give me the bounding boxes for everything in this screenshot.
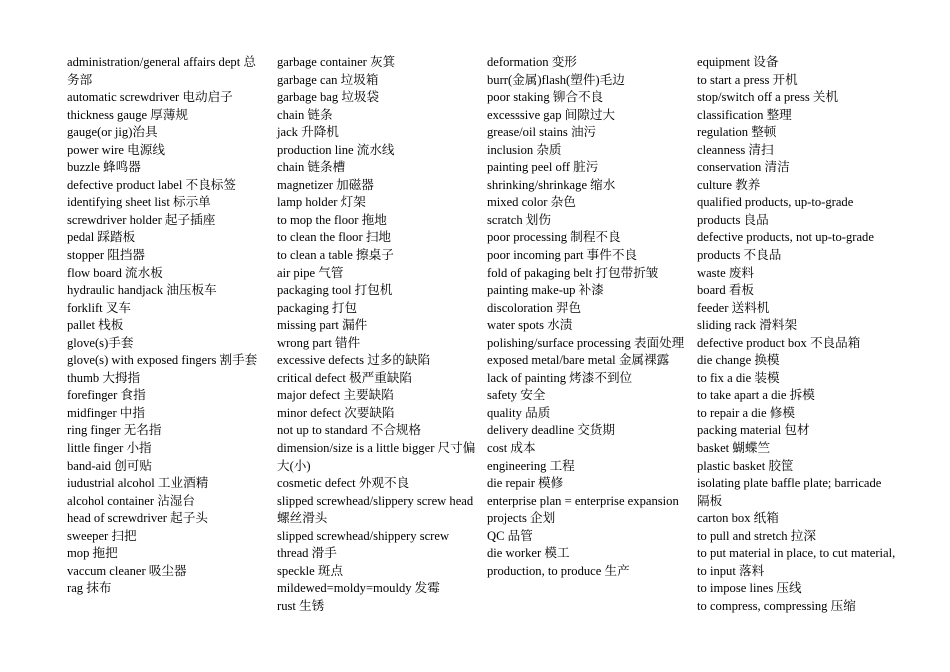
glossary-entry: QC 品管 xyxy=(487,528,533,543)
glossary-entry: jack 升降机 xyxy=(277,125,339,140)
glossary-entry: discoloration 羿色 xyxy=(487,300,582,315)
glossary-entry: ring finger 无名指 xyxy=(67,423,162,438)
glossary-entry: engineering 工程 xyxy=(487,458,575,473)
glossary-entry: polishing/surface processing 表面处理 xyxy=(487,335,685,350)
glossary-column-4 xyxy=(697,54,897,616)
glossary-entry: cost 成本 xyxy=(487,441,536,456)
glossary-entry: forklift 叉车 xyxy=(67,300,132,315)
glossary-entry: packaging 打包 xyxy=(277,300,358,315)
glossary-entry: buzzle 蜂鸣器 xyxy=(67,160,141,175)
glossary-entry: cosmetic defect 外观不良 xyxy=(277,476,410,491)
glossary-entry: magnetizer 加磁器 xyxy=(277,177,374,192)
glossary-entry: culture 教养 xyxy=(697,177,761,192)
glossary-entry: slipped screwhead/slippery screw head 螺丝滑头 xyxy=(277,493,474,526)
glossary-entry: to start a press 开机 xyxy=(697,72,798,87)
glossary-entry: classification 整理 xyxy=(697,107,792,122)
glossary-entry: to clean a table 擦桌子 xyxy=(277,248,394,263)
glossary-entry: power wire 电源线 xyxy=(67,142,165,157)
glossary-entry: die worker 模工 xyxy=(487,546,570,561)
glossary-entry: isolating plate baffle plate; barricade 隔板 xyxy=(697,476,882,508)
glossary-entry: alcohol container 沾湿台 xyxy=(67,493,195,508)
glossary-entry: lamp holder 灯架 xyxy=(277,195,366,210)
glossary-entry: scratch 划伤 xyxy=(487,212,551,227)
glossary-entry: to take apart a die 拆模 xyxy=(697,388,815,403)
glossary-entry: midfinger 中指 xyxy=(67,405,145,420)
glossary-entry: basket 蝴蝶竺 xyxy=(697,441,771,456)
glossary-entry: excessive defects 过多的缺陷 xyxy=(277,353,431,368)
glossary-entry: enterprise plan = enterprise expansion projects 企划 xyxy=(487,493,679,526)
glossary-entry: critical defect 极严重缺陷 xyxy=(277,370,412,385)
glossary-entry: poor processing 制程不良 xyxy=(487,230,621,245)
glossary-entry: rag 抹布 xyxy=(67,581,112,596)
glossary-entry: safety 安全 xyxy=(487,388,546,403)
glossary-entry: hydraulic handjack 油压板车 xyxy=(67,283,217,298)
glossary-entry: administration/general affairs dept 总务部 xyxy=(67,55,256,87)
glossary-entry: equipment 设备 xyxy=(697,55,779,69)
glossary-entry: missing part 漏件 xyxy=(277,318,368,333)
glossary-entry: automatic screwdriver 电动启子 xyxy=(67,90,233,105)
glossary-entry: glove(s) with exposed fingers 割手套 xyxy=(67,353,258,368)
glossary-entry: flow board 流水板 xyxy=(67,265,163,280)
glossary-entry: pedal 踩踏板 xyxy=(67,230,136,245)
glossary-entry: wrong part 错件 xyxy=(277,335,361,350)
glossary-entry: sweeper 扫把 xyxy=(67,528,137,543)
glossary-entry: feeder 送料机 xyxy=(697,300,770,315)
glossary-entry: shrinking/shrinkage 缩水 xyxy=(487,177,616,192)
glossary-entry: stopper 阻挡器 xyxy=(67,248,146,263)
glossary-entry: defective product label 不良标签 xyxy=(67,177,236,192)
glossary-entry: fold of pakaging belt 打包带折皱 xyxy=(487,265,659,280)
glossary-entry: die repair 模修 xyxy=(487,476,564,491)
glossary-entry: garbage can 垃圾箱 xyxy=(277,72,379,87)
glossary-entry: qualified products, up-to-grade products 良品 xyxy=(697,195,854,227)
glossary-entry: to mop the floor 拖地 xyxy=(277,212,387,227)
glossary-entry: screwdriver holder 起子插座 xyxy=(67,212,216,227)
glossary-entry: to pull and stretch 拉深 xyxy=(697,528,816,543)
glossary-entry: iudustrial alcohol 工业酒精 xyxy=(67,476,209,491)
glossary-entry: painting peel off 脏污 xyxy=(487,160,599,175)
glossary-entry: cleanness 清扫 xyxy=(697,142,774,157)
glossary-entry: head of screwdriver 起子头 xyxy=(67,511,208,526)
glossary-entry: to repair a die 修模 xyxy=(697,405,795,420)
glossary-entry: grease/oil stains 油污 xyxy=(487,125,597,140)
glossary-entry: rust 生锈 xyxy=(277,598,325,613)
glossary-entry: water spots 水渍 xyxy=(487,318,573,333)
glossary-entry: to compress, compressing 压缩 xyxy=(697,598,856,613)
glossary-entry: band-aid 创可贴 xyxy=(67,458,152,473)
glossary-entry: defective product box 不良品箱 xyxy=(697,335,861,350)
glossary-entry: sliding rack 滑料架 xyxy=(697,318,798,333)
glossary-entry: poor staking 铆合不良 xyxy=(487,90,604,105)
glossary-entry: exposed metal/bare metal 金属裸露 xyxy=(487,353,670,368)
glossary-entry: dimension/size is a little bigger 尺寸偏大(小) xyxy=(277,441,476,473)
glossary-entry: garbage bag 垃圾袋 xyxy=(277,90,380,105)
glossary-entry: mop 拖把 xyxy=(67,546,118,561)
glossary-entry: thickness gauge 厚薄规 xyxy=(67,107,189,122)
glossary-entry: lack of painting 烤漆不到位 xyxy=(487,370,633,385)
glossary-entry: to put material in place, to cut material, to input 落料 xyxy=(697,546,896,578)
glossary-entry: stop/switch off a press 关机 xyxy=(697,90,839,105)
glossary-column-2 xyxy=(277,54,477,616)
glossary-entry: production line 流水线 xyxy=(277,142,395,157)
glossary-entry: mixed color 杂色 xyxy=(487,195,576,210)
glossary-column-3 xyxy=(487,54,687,580)
glossary-entry: regulation 整顿 xyxy=(697,125,777,140)
glossary-entry: packaging tool 打包机 xyxy=(277,283,393,298)
glossary-entry: packing material 包材 xyxy=(697,423,810,438)
glossary-entry: die change 换模 xyxy=(697,353,780,368)
glossary-entry: delivery deadline 交货期 xyxy=(487,423,615,438)
glossary-entry: major defect 主要缺陷 xyxy=(277,388,394,403)
glossary-entry: chain 链条 xyxy=(277,107,333,122)
glossary-entry: minor defect 次要缺陷 xyxy=(277,405,395,420)
glossary-entry: to fix a die 装模 xyxy=(697,370,780,385)
glossary-entry: to clean the floor 扫地 xyxy=(277,230,392,245)
glossary-entry: little finger 小指 xyxy=(67,441,152,456)
glossary-entry: poor incoming part 事件不良 xyxy=(487,248,638,263)
glossary-entry: board 看板 xyxy=(697,283,755,298)
glossary-entry: to impose lines 压线 xyxy=(697,581,802,596)
glossary-entry: glove(s)手套 xyxy=(67,335,134,350)
glossary-entry: mildewed=moldy=mouldy 发霉 xyxy=(277,581,440,596)
glossary-entry: inclusion 杂质 xyxy=(487,142,562,157)
glossary-entry: pallet 栈板 xyxy=(67,318,124,333)
glossary-entry: excesssive gap 间隙过大 xyxy=(487,107,616,122)
glossary-entry: painting make-up 补漆 xyxy=(487,283,604,298)
glossary-entry: not up to standard 不合规格 xyxy=(277,423,422,438)
glossary-entry: production, to produce 生产 xyxy=(487,563,630,578)
glossary-entry: thumb 大拇指 xyxy=(67,370,141,385)
glossary-entry: speckle 斑点 xyxy=(277,563,344,578)
glossary-entry: burr(金属)flash(塑件)毛边 xyxy=(487,72,625,87)
glossary-entry: waste 废料 xyxy=(697,265,755,280)
glossary-entry: carton box 纸箱 xyxy=(697,511,779,526)
glossary-entry: quality 品质 xyxy=(487,405,551,420)
glossary-entry: gauge(or jig)治具 xyxy=(67,125,158,140)
glossary-entry: plastic basket 胶筐 xyxy=(697,458,794,473)
glossary-entry: forefinger 食指 xyxy=(67,388,146,403)
glossary-entry: slipped screwhead/shippery screw thread 滑手 xyxy=(277,528,450,561)
glossary-entry: defective products, not up-to-grade products 不良品 xyxy=(697,230,874,263)
glossary-entry: chain 链条槽 xyxy=(277,160,346,175)
glossary-entry: conservation 清洁 xyxy=(697,160,790,175)
glossary-entry: vaccum cleaner 吸尘器 xyxy=(67,563,187,578)
glossary-entry: air pipe 气管 xyxy=(277,265,344,280)
glossary-column-1 xyxy=(67,54,267,598)
glossary-entry: garbage container 灰箕 xyxy=(277,55,396,69)
glossary-entry: identifying sheet list 标示单 xyxy=(67,195,211,210)
glossary-entry: deformation 变形 xyxy=(487,55,577,69)
